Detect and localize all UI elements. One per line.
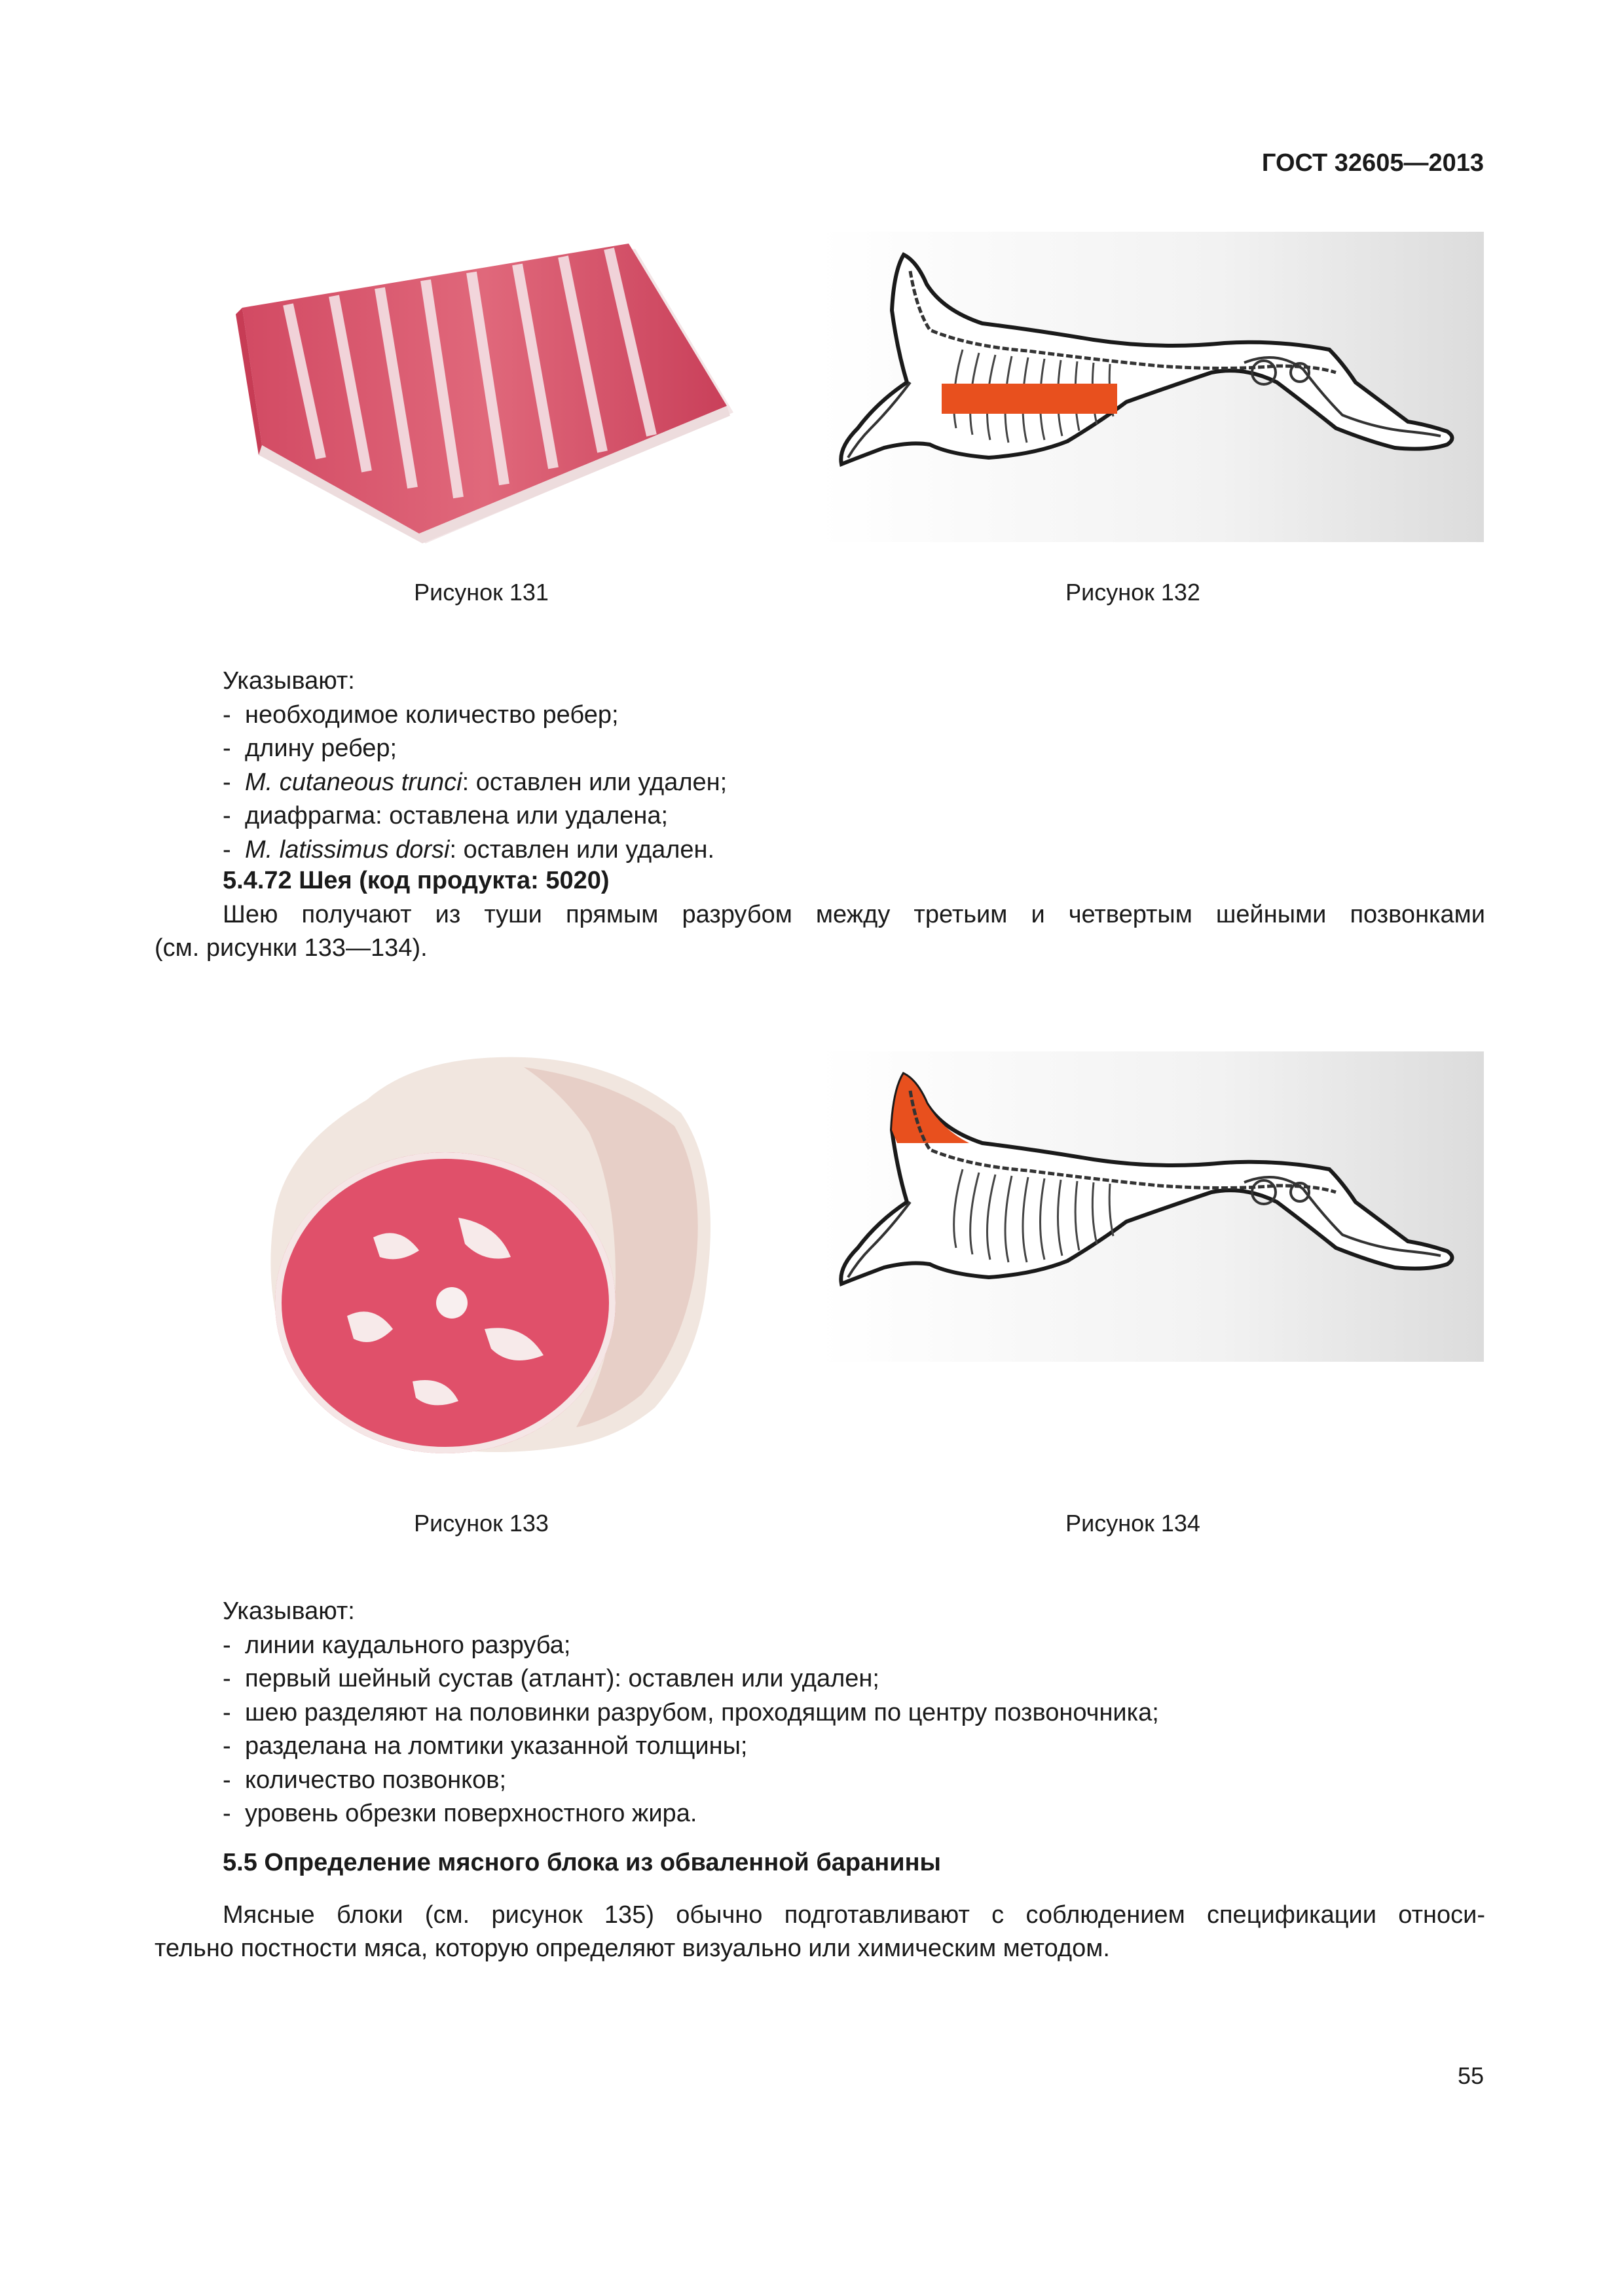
figure-131-caption: Рисунок 131 bbox=[414, 579, 549, 606]
page-number: 55 bbox=[1457, 2062, 1484, 2089]
list-intro: Указывают: bbox=[223, 1597, 355, 1625]
list-item: - шею разделяют на половинки разрубом, проходящим по центру позвоночника; bbox=[223, 1698, 1159, 1726]
document-id: ГОСТ 32605—2013 bbox=[1261, 149, 1484, 177]
paragraph-meat-block-line2: тельно постности мяса, которую определяют визуально или химическим методом. bbox=[155, 1935, 1110, 1962]
list-item: - M. latissimus dorsi: оставлен или удален. bbox=[223, 835, 715, 864]
paragraph-neck-line1: Шею получают из туши прямым разрубом между третьим и четвертым шейными позвонками bbox=[223, 901, 1485, 928]
list-item: - разделана на ломтики указанной толщины; bbox=[223, 1732, 748, 1760]
paragraph-meat-block-line1: Мясные блоки (см. рисунок 135) обычно подготавливают с соблюдением спецификации относи- bbox=[223, 1901, 1485, 1929]
list-item: - первый шейный сустав (атлант): оставлен или удален; bbox=[223, 1665, 879, 1692]
figure-134-carcass-diagram bbox=[819, 1051, 1484, 1362]
figure-131-rib-rack-photo bbox=[229, 236, 740, 563]
figure-132-carcass-diagram bbox=[819, 232, 1484, 542]
specification-list-neck bbox=[223, 1595, 1486, 1831]
figure-133-neck-meat-photo bbox=[249, 1041, 727, 1473]
list-item: - необходимое количество ребер; bbox=[223, 701, 619, 729]
figure-133-caption: Рисунок 133 bbox=[414, 1510, 549, 1537]
specification-list-ribs bbox=[223, 665, 1486, 867]
paragraph-neck-line2: (см. рисунки 133—134). bbox=[155, 934, 428, 962]
list-item: - диафрагма: оставлена или удалена; bbox=[223, 802, 669, 829]
highlight-rib-section bbox=[942, 384, 1117, 414]
figure-134-caption: Рисунок 134 bbox=[1065, 1510, 1200, 1537]
figure-132-caption: Рисунок 132 bbox=[1065, 579, 1200, 606]
list-item: - уровень обрезки поверхностного жира. bbox=[223, 1800, 697, 1827]
list-item: - длину ребер; bbox=[223, 735, 397, 762]
section-heading-meat-block: 5.5 Определение мясного блока из обваленной баранины bbox=[223, 1849, 941, 1876]
list-item: - количество позвонков; bbox=[223, 1766, 507, 1794]
list-intro: Указывают: bbox=[223, 667, 355, 695]
list-item: - линии каудального разруба; bbox=[223, 1631, 571, 1659]
list-item: - M. cutaneous trunci: оставлен или удален; bbox=[223, 768, 728, 796]
section-heading-neck: 5.4.72 Шея (код продукта: 5020) bbox=[223, 867, 610, 894]
